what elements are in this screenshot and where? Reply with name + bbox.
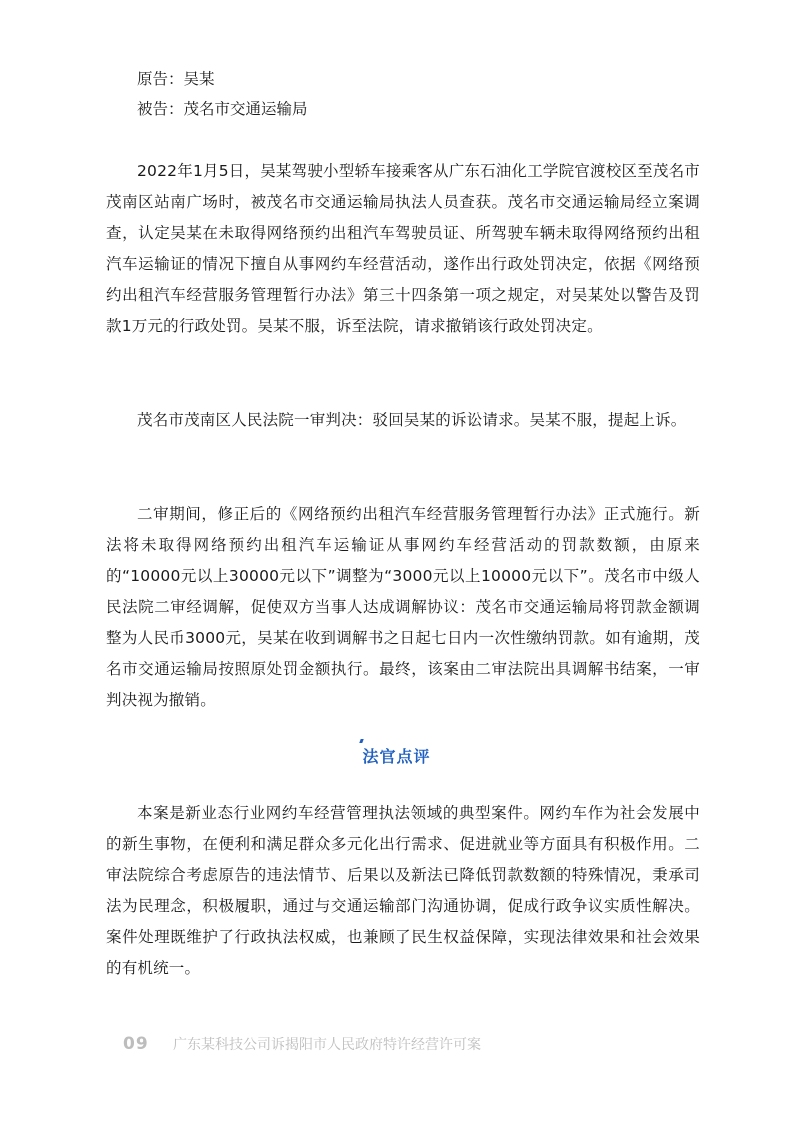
page-number: 09: [123, 1034, 149, 1054]
running-title: 广东某科技公司诉揭阳市人民政府特许经营许可案: [173, 1037, 481, 1053]
facts-paragraph: 2022年1月5日，吴某驾驶小型轿车接乘客从广东石油化工学院官渡校区至茂名市茂南区站南广场时，被茂名市交通运输局执法人员查获。茂名市交通运输局经立案调查，认定吴某在未取得网络预约出租汽车驾驶员证、所驾驶车辆未取得网络预约出租汽车运输证的情况下擅自从事网约车经营活动，遂作出行政处罚决定，依据《网络预约出租汽车经营服务管理暂行办法》第三十四条第一项之规定，对吴某处以警告及罚款1万元的行政处罚。吴某不服，诉至法院，请求撤销该行政处罚决定。: [106, 162, 700, 335]
parties-block: [137, 64, 308, 124]
page-footer: [123, 1034, 481, 1058]
first-instance-paragraph: 茂名市茂南区人民法院一审判决：驳回吴某的诉讼请求。吴某不服，提起上诉。: [137, 411, 687, 429]
heading-tick-mark: [360, 739, 364, 743]
commentary-paragraph: 本案是新业态行业网约车经营管理执法领域的典型案件。网约车作为社会发展中的新生事物，在便利和满足群众多元化出行需求、促进就业等方面具有积极作用。二审法院综合考虑原告的违法情节、后果以及新法已降低罚款数额的特殊情况，秉承司法为民理念，积极履职，通过与交通运输部门沟通协调，促成行政争议实质性解决。案件处理既维护了行政执法权威，也兼顾了民生权益保障，实现法律效果和社会效果的有机统一。: [106, 804, 700, 977]
section-title: [362, 744, 430, 767]
judge-commentary-heading: [0, 744, 793, 767]
defendant-line: 被告：茂名市交通运输局: [137, 100, 308, 118]
section-title-text: 法官点评: [362, 747, 431, 766]
plaintiff-line: 原告：吴某: [137, 70, 215, 88]
second-instance-paragraph: 二审期间，修正后的《网络预约出租汽车经营服务管理暂行办法》正式施行。新法将未取得网络预约出租汽车运输证从事网约车经营活动的罚款数额，由原来的“10000元以上30000元以下”调整为“3000元以上10000元以下”。茂名市中级人民法院二审经调解，促使双方当事人达成调解协议：茂名市交通运输局将罚款金额调整为人民币3000元，吴某在收到调解书之日起七日内一次性缴纳罚款。如有逾期，茂名市交通运输局按照原处罚金额执行。最终，该案由二审法院出具调解书结案，一审判决视为撤销。: [106, 505, 700, 709]
